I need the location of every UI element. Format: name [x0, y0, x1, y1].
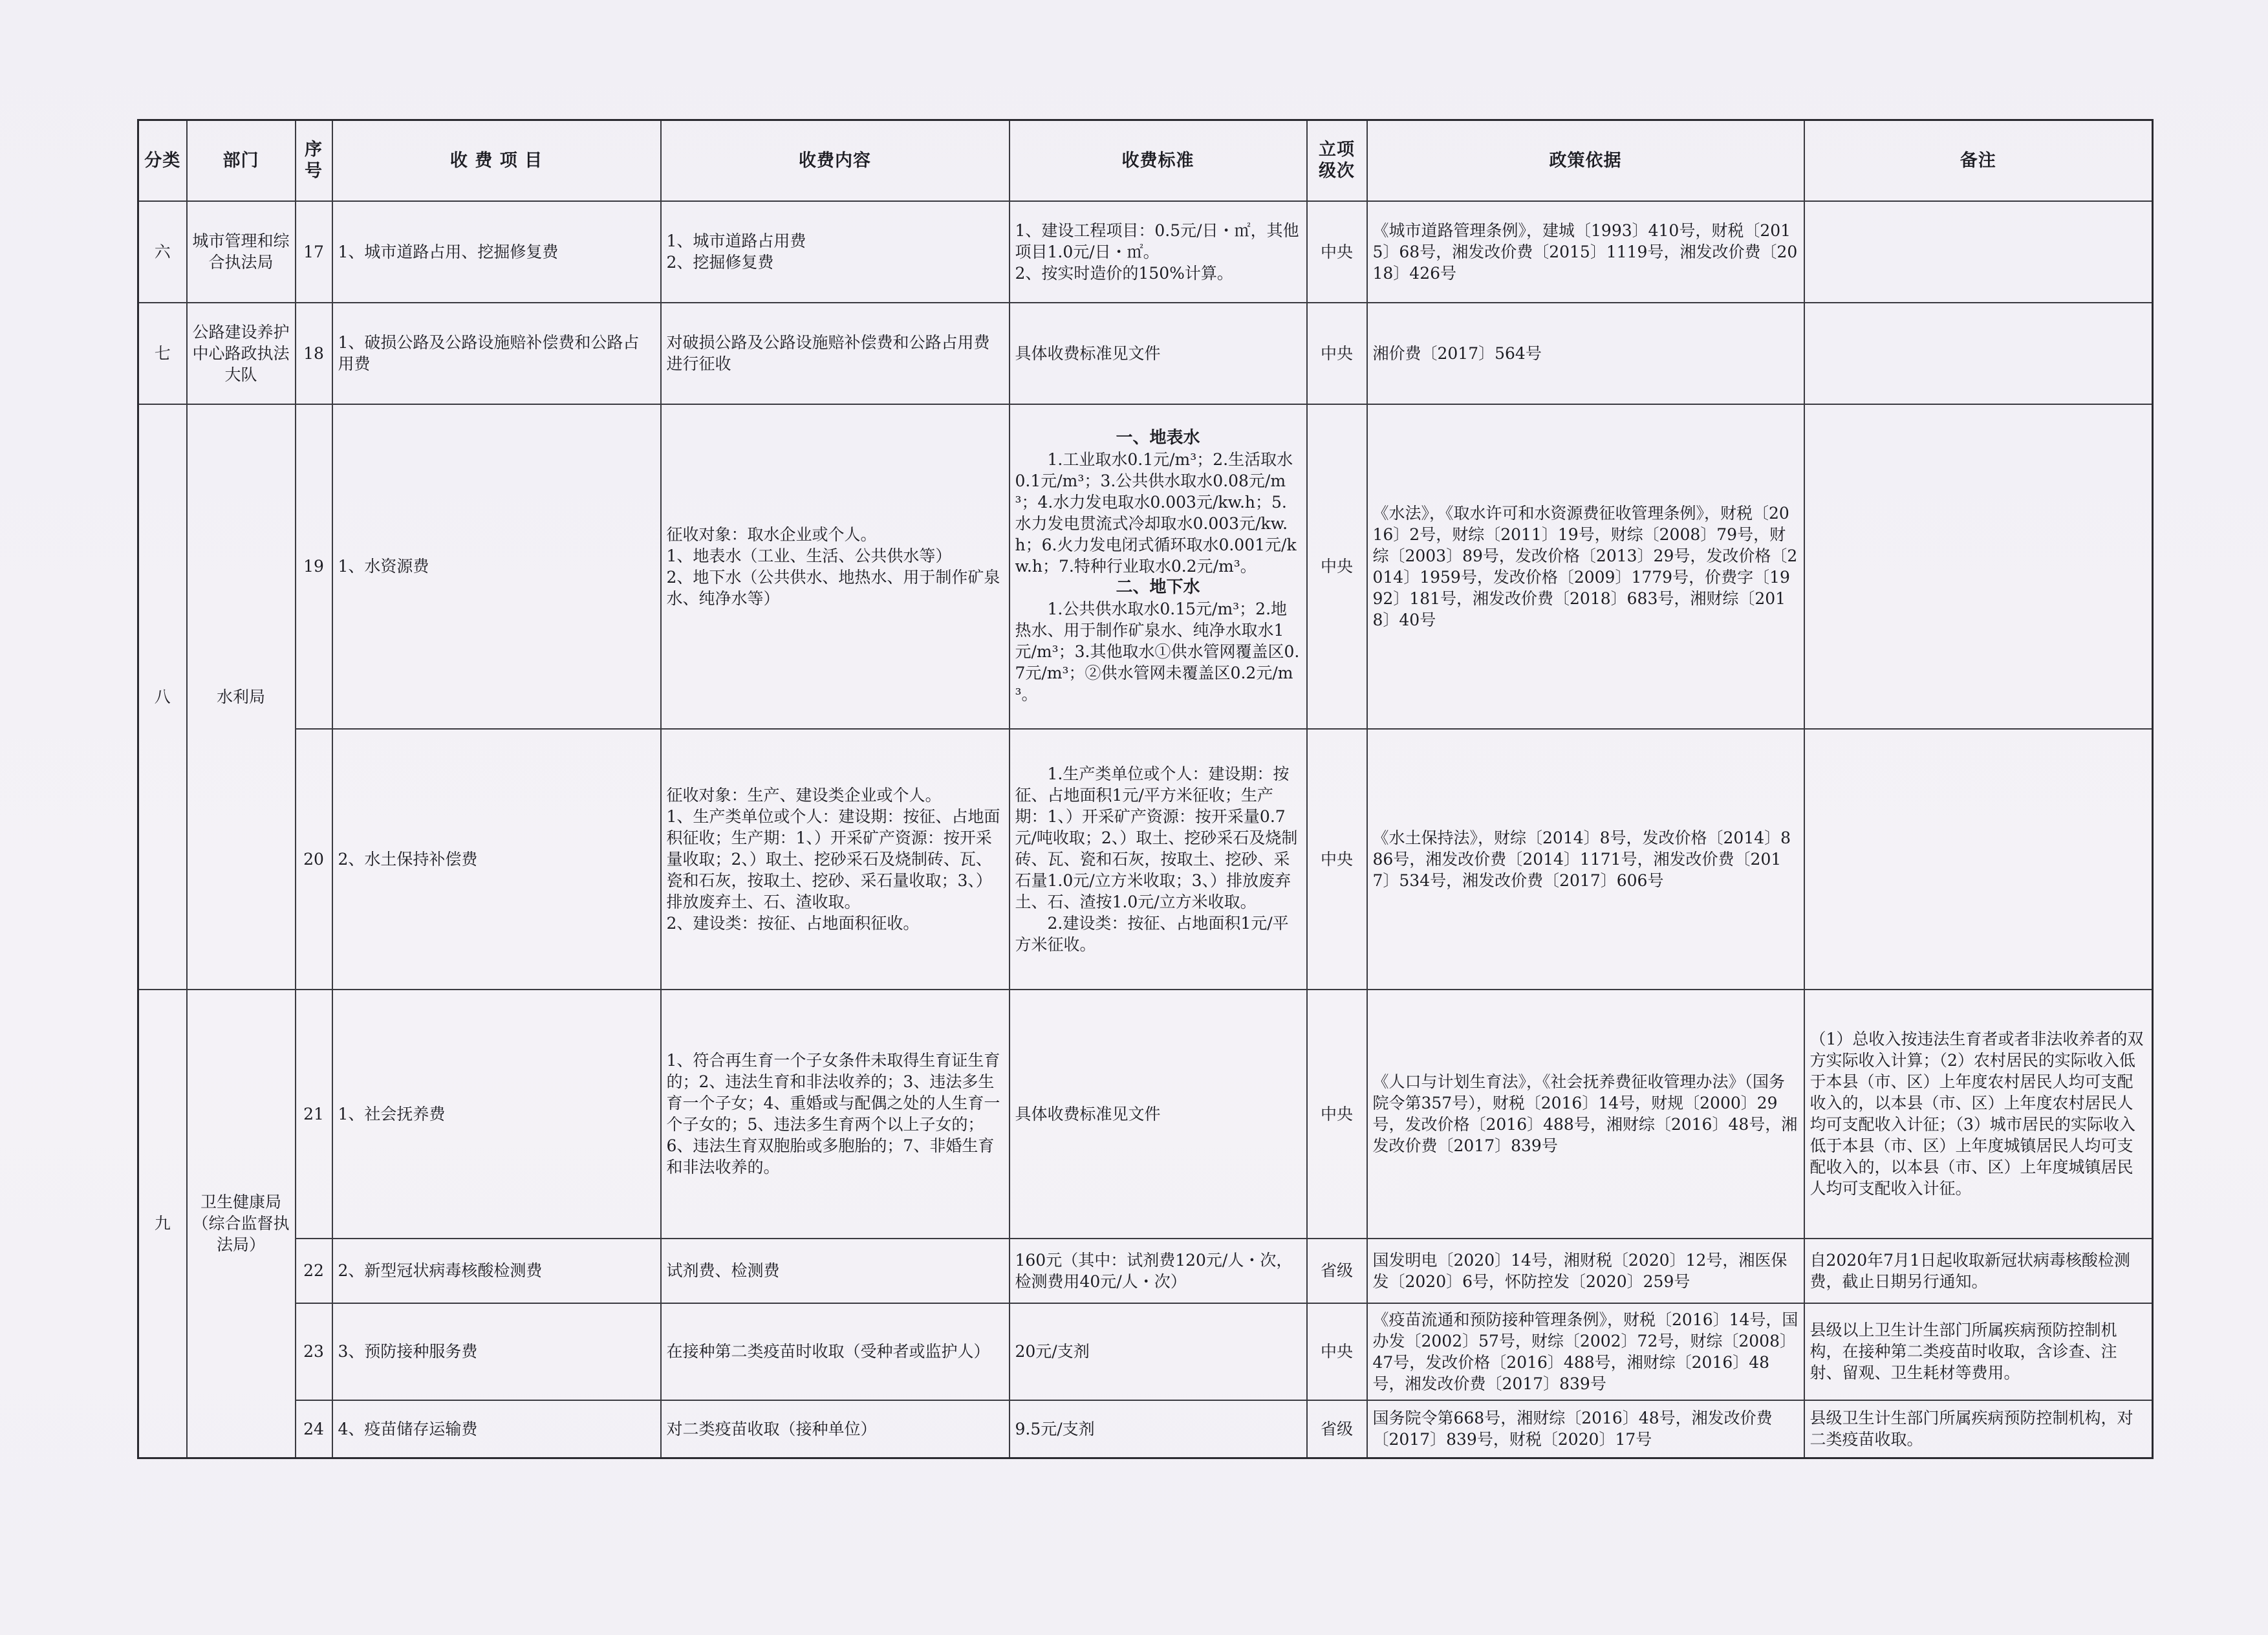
- header-row: [138, 120, 2153, 201]
- basis-cell: 《人口与计划生育法》，《社会抚养费征收管理办法》（国务院令第357号），财税〔2016〕14号，财规〔2000〕29号，发改价格〔2016〕488号，湘财综〔2016〕48号，湘发改价费〔2017〕839号: [1367, 990, 1804, 1239]
- category-cell: 六: [138, 201, 187, 303]
- category-cell: 九: [138, 990, 187, 1458]
- fee-table: [137, 119, 2154, 1459]
- header-item: 收 费 项 目: [332, 120, 661, 201]
- item-cell: 4、疫苗储存运输费: [332, 1400, 661, 1458]
- table-row: [138, 990, 2153, 1239]
- level-cell: 中央: [1307, 729, 1367, 990]
- table-row: [138, 1303, 2153, 1400]
- seq-cell: 24: [296, 1400, 332, 1458]
- table-row: [138, 303, 2153, 404]
- basis-cell: 《水法》，《取水许可和水资源费征收管理条例》，财税〔2016〕2号，财综〔2011〕19号，财综〔2008〕79号，财综〔2003〕89号，发改价格〔2013〕29号，发改价格〔2014〕1959号，发改价格〔2009〕1779号，价费字〔1992〕181号，湘发改价费〔2018〕683号，湘财综〔2018〕40号: [1367, 404, 1804, 729]
- department-cell: 城市管理和综合执法局: [187, 201, 296, 303]
- remark-cell: 自2020年7月1日起收取新冠状病毒核酸检测费，截止日期另行通知。: [1804, 1239, 2153, 1303]
- item-cell: 2、新型冠状病毒核酸检测费: [332, 1239, 661, 1303]
- department-cell: 水利局: [187, 404, 296, 990]
- level-cell: 中央: [1307, 990, 1367, 1239]
- standard-cell: 160元（其中：试剂费120元/人・次，检测费用40元/人・次）: [1010, 1239, 1307, 1303]
- standard-paragraph: 1.工业取水0.1元/m³；2.生活取水0.1元/m³；3.公共供水取水0.08元/m³；4.水力发电取水0.003元/kw.h；5.水力发电贯流式冷却取水0.003元/kw.h；6.火力发电闭式循环取水0.001元/kw.h；7.特种行业取水0.2元/m³。: [1015, 450, 1297, 576]
- item-cell: 2、水土保持补偿费: [332, 729, 661, 990]
- seq-cell: 21: [296, 990, 332, 1239]
- header-standard: 收费标准: [1010, 120, 1307, 201]
- seq-cell: 23: [296, 1303, 332, 1400]
- table-row: [138, 1400, 2153, 1458]
- level-cell: 中央: [1307, 201, 1367, 303]
- basis-cell: 湘价费〔2017〕564号: [1367, 303, 1804, 404]
- standard-section-heading: 二、地下水: [1116, 578, 1200, 597]
- level-cell: 中央: [1307, 404, 1367, 729]
- level-cell: 省级: [1307, 1239, 1367, 1303]
- basis-cell: 国发明电〔2020〕14号，湘财税〔2020〕12号，湘医保发〔2020〕6号，怀防控发〔2020〕259号: [1367, 1239, 1804, 1303]
- content-cell: 在接种第二类疫苗时收取（受种者或监护人）: [661, 1303, 1010, 1400]
- header-remark: 备注: [1804, 120, 2153, 201]
- content-cell: 征收对象：生产、建设类企业或个人。 1、生产类单位或个人：建设期：按征、占地面积征收；生产期：1、）开采矿产资源：按开采量收取；2、）取土、挖砂采石及烧制砖、瓦、瓷和石灰，按取土、挖砂、采石量收取；3、）排放废弃土、石、渣收取。 2、建设类：按征、占地面积征收。: [661, 729, 1010, 990]
- basis-cell: 《水土保持法》，财综〔2014〕8号，发改价格〔2014〕886号，湘发改价费〔2014〕1171号，湘发改价费〔2017〕534号，湘发改价费〔2017〕606号: [1367, 729, 1804, 990]
- header-category: 分类: [138, 120, 187, 201]
- standard-cell: 20元/支剂: [1010, 1303, 1307, 1400]
- content-cell: 1、符合再生育一个子女条件未取得生育证生育的；2、违法生育和非法收养的；3、违法多生育一个子女；4、重婚或与配偶之处的人生育一个子女的；5、违法多生育两个以上子女的；6、违法生育双胞胎或多胞胎的；7、非婚生育和非法收养的。: [661, 990, 1010, 1239]
- table-row: [138, 404, 2153, 729]
- standard-section-heading: 一、地表水: [1116, 428, 1200, 448]
- department-cell: 公路建设养护中心路政执法大队: [187, 303, 296, 404]
- content-cell: 1、城市道路占用费 2、挖掘修复费: [661, 201, 1010, 303]
- item-cell: 1、水资源费: [332, 404, 661, 729]
- category-cell: 八: [138, 404, 187, 990]
- seq-cell: 20: [296, 729, 332, 990]
- seq-cell: 18: [296, 303, 332, 404]
- standard-cell: 9.5元/支剂: [1010, 1400, 1307, 1458]
- standard-cell: [1010, 729, 1307, 990]
- item-cell: 1、社会抚养费: [332, 990, 661, 1239]
- header-department: 部门: [187, 120, 296, 201]
- header-seq: 序号: [296, 120, 332, 201]
- remark-cell: （1）总收入按违法生育者或者非法收养者的双方实际收入计算；（2）农村居民的实际收入低于本县（市、区）上年度农村居民人均可支配收入的，以本县（市、区）上年度农村居民人均可支配收入计征；（3）城市居民的实际收入低于本县（市、区）上年度城镇居民人均可支配收入的，以本县（市、区）上年度城镇居民人均可支配收入计征。: [1804, 990, 2153, 1239]
- category-cell: 七: [138, 303, 187, 404]
- level-cell: 中央: [1307, 1303, 1367, 1400]
- standard-cell: 具体收费标准见文件: [1010, 303, 1307, 404]
- level-cell: 省级: [1307, 1400, 1367, 1458]
- standard-cell: 具体收费标准见文件: [1010, 990, 1307, 1239]
- basis-cell: 《疫苗流通和预防接种管理条例》，财税〔2016〕14号，国办发〔2002〕57号，财综〔2002〕72号，财综〔2008〕47号，发改价格〔2016〕488号，湘财综〔2016〕48号，湘发改价费〔2017〕839号: [1367, 1303, 1804, 1400]
- level-cell: 中央: [1307, 303, 1367, 404]
- table-row: [138, 201, 2153, 303]
- standard-paragraph: 1.公共供水取水0.15元/m³；2.地热水、用于制作矿泉水、纯净水取水1元/m³；3.其他取水①供水管网覆盖区0.7元/m³；②供水管网未覆盖区0.2元/m³。: [1015, 600, 1300, 704]
- header-content: 收费内容: [661, 120, 1010, 201]
- basis-cell: 国务院令第668号，湘财综〔2016〕48号，湘发改价费〔2017〕839号，财税〔2020〕17号: [1367, 1400, 1804, 1458]
- seq-cell: 19: [296, 404, 332, 729]
- seq-cell: 17: [296, 201, 332, 303]
- standard-cell: [1010, 404, 1307, 729]
- remark-cell: 县级卫生计生部门所属疾病预防控制机构，对二类疫苗收取。: [1804, 1400, 2153, 1458]
- remark-cell: [1804, 303, 2153, 404]
- header-basis: 政策依据: [1367, 120, 1804, 201]
- content-cell: 对破损公路及公路设施赔补偿费和公路占用费进行征收: [661, 303, 1010, 404]
- basis-cell: 《城市道路管理条例》，建城〔1993〕410号，财税〔2015〕68号，湘发改价费〔2015〕1119号，湘发改价费〔2018〕426号: [1367, 201, 1804, 303]
- header-level: 立项级次: [1307, 120, 1367, 201]
- remark-cell: [1804, 404, 2153, 729]
- remark-cell: 县级以上卫生计生部门所属疾病预防控制机构，在接种第二类疫苗时收取，含诊查、注射、留观、卫生耗材等费用。: [1804, 1303, 2153, 1400]
- table-row: [138, 729, 2153, 990]
- table-row: [138, 1239, 2153, 1303]
- item-cell: 1、破损公路及公路设施赔补偿费和公路占用费: [332, 303, 661, 404]
- item-cell: 3、预防接种服务费: [332, 1303, 661, 1400]
- seq-cell: 22: [296, 1239, 332, 1303]
- content-cell: 对二类疫苗收取（接种单位）: [661, 1400, 1010, 1458]
- content-cell: 试剂费、检测费: [661, 1239, 1010, 1303]
- standard-paragraph: 2.建设类：按征、占地面积1元/平方米征收。: [1015, 913, 1289, 954]
- remark-cell: [1804, 201, 2153, 303]
- department-cell: 卫生健康局（综合监督执法局）: [187, 990, 296, 1458]
- remark-cell: [1804, 729, 2153, 990]
- standard-paragraph: 1.生产类单位或个人：建设期：按征、占地面积1元/平方米征收；生产期：1、）开采矿产资源：按开采量0.7元/吨收取；2、）取土、挖砂采石及烧制砖、瓦、瓷和石灰，按取土、挖砂、采石量1.0元/立方米收取；3、）排放废弃土、石、渣按1.0元/立方米收取。: [1015, 764, 1298, 911]
- standard-cell: 1、建设工程项目：0.5元/日・㎡，其他项目1.0元/日・㎡。 2、按实时造价的150%计算。: [1010, 201, 1307, 303]
- content-cell: 征收对象：取水企业或个人。 1、地表水（工业、生活、公共供水等） 2、地下水（公共供水、地热水、用于制作矿泉水、纯净水等）: [661, 404, 1010, 729]
- item-cell: 1、城市道路占用、挖掘修复费: [332, 201, 661, 303]
